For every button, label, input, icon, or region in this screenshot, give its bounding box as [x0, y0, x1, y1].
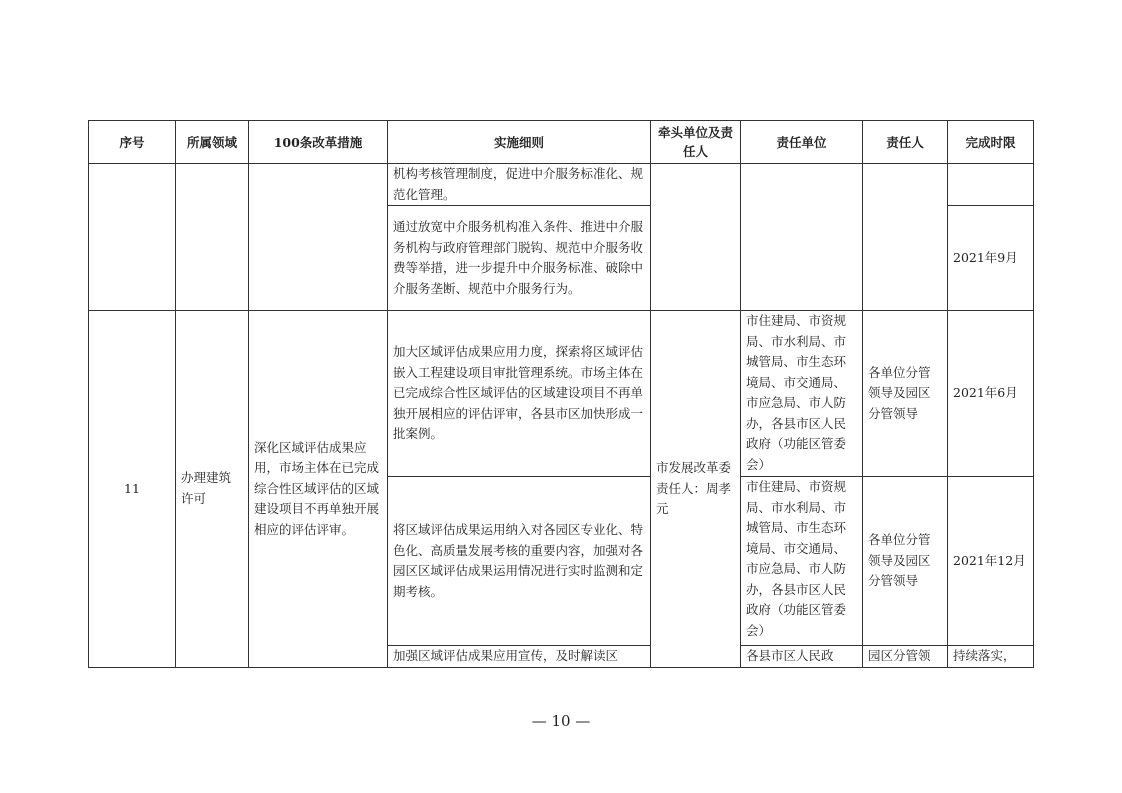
header-person: 责任人	[863, 121, 948, 164]
cell-deadline: 持续落实，	[948, 646, 1034, 668]
cell-person: 园区分管领	[863, 646, 948, 668]
cell-units-prev	[741, 164, 863, 311]
cell-person: 各单位分管领导及园区分管领导	[863, 477, 948, 646]
cell-detail: 通过放宽中介服务机构准入条件、推进中介服务机构与政府管理部门脱钩、规范中介服务收费等举措，进一步提升中介服务标准、破除中介服务垄断、规范中介服务行为。	[388, 206, 651, 311]
cell-units: 市住建局、市资规局、市水利局、市城管局、市生态环境局、市交通局、市应急局、市人防办，各县市区人民政府（功能区管委会）	[741, 477, 863, 646]
cell-person: 各单位分管领导及园区分管领导	[863, 311, 948, 477]
reform-measures-table	[88, 120, 1034, 668]
cell-domain-prev	[176, 164, 249, 311]
cell-deadline: 2021年6月	[948, 311, 1034, 477]
cell-number-prev	[89, 164, 176, 311]
cell-detail: 将区域评估成果运用纳入对各园区专业化、特色化、高质量发展考核的重要内容，加强对各园区区域评估成果运用情况进行实时监测和定期考核。	[388, 477, 651, 646]
cell-measure: 深化区域评估成果应用，市场主体在已完成综合性区域评估的区域建设项目不再单独开展相应的评估评审。	[249, 311, 388, 668]
cell-deadline	[948, 164, 1034, 206]
cell-domain: 办理建筑许可	[176, 311, 249, 668]
cell-person-prev	[863, 164, 948, 311]
table-row	[89, 311, 1034, 477]
cell-number: 11	[89, 311, 176, 668]
cell-units: 市住建局、市资规局、市水利局、市城管局、市生态环境局、市交通局、市应急局、市人防办，各县市区人民政府（功能区管委会）	[741, 311, 863, 477]
table-row	[89, 164, 1034, 206]
cell-deadline: 2021年9月	[948, 206, 1034, 311]
cell-measure-prev	[249, 164, 388, 311]
lead-person: 责任人：周孝元	[656, 480, 732, 516]
header-lead: 牵头单位及责任人	[651, 121, 741, 164]
cell-detail: 机构考核管理制度，促进中介服务标准化、规范化管理。	[388, 164, 651, 206]
header-domain: 所属领域	[176, 121, 249, 164]
cell-detail: 加大区域评估成果应用力度，探索将区域评估嵌入工程建设项目审批管理系统。市场主体在已完成综合性区域评估的区域建设项目不再单独开展相应的评估评审，各县市区加快形成一批案例。	[388, 311, 651, 477]
cell-detail: 加强区域评估成果应用宣传，及时解读区	[388, 646, 651, 668]
header-measure: 100条改革措施	[249, 121, 388, 164]
header-units: 责任单位	[741, 121, 863, 164]
lead-unit: 市发展改革委	[656, 460, 732, 475]
cell-lead	[651, 311, 741, 668]
cell-units: 各县市区人民政	[741, 646, 863, 668]
header-detail: 实施细则	[388, 121, 651, 164]
table-header-row	[89, 121, 1034, 164]
cell-deadline: 2021年12月	[948, 477, 1034, 646]
header-deadline: 完成时限	[948, 121, 1034, 164]
header-number: 序号	[89, 121, 176, 164]
cell-lead-prev	[651, 164, 741, 311]
page-number: — 10 —	[531, 712, 591, 730]
